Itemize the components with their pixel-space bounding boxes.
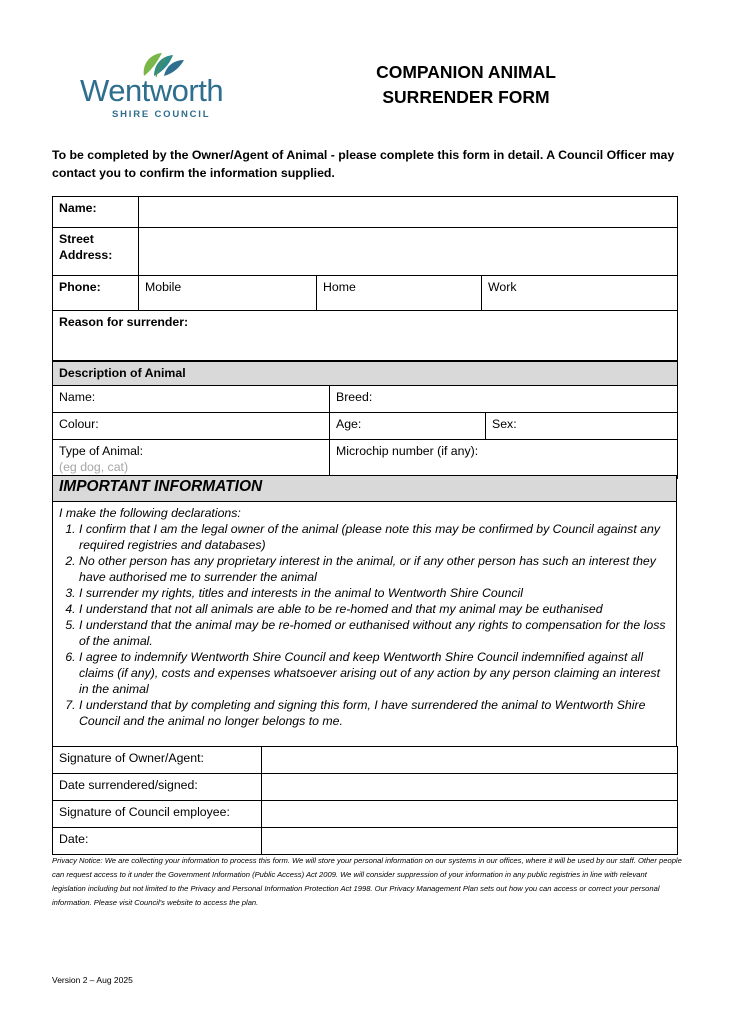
important-info-table bbox=[52, 475, 677, 747]
version-label: Version 2 – Aug 2025 bbox=[52, 975, 133, 985]
animal-type-field[interactable] bbox=[53, 440, 330, 479]
important-heading: IMPORTANT INFORMATION bbox=[53, 476, 677, 502]
date-surrendered-field[interactable] bbox=[262, 774, 678, 801]
declarations-list bbox=[59, 521, 670, 729]
street-address-label bbox=[53, 228, 139, 276]
microchip-field[interactable] bbox=[330, 440, 678, 479]
owner-name-field[interactable] bbox=[139, 197, 678, 228]
signatures-table bbox=[52, 746, 678, 855]
declaration-item: 6. I agree to indemnify Wentworth Shire Council and keep Wentworth Shire Council indemnified against all claims (if any), costs and expenses whatsoever arising out of any action by any person claiming an interest in the animal bbox=[79, 649, 670, 697]
colour-field[interactable] bbox=[53, 413, 330, 440]
council-logo bbox=[80, 50, 245, 122]
breed-field[interactable] bbox=[330, 386, 678, 413]
owner-signature-label: Signature of Owner/Agent: bbox=[53, 747, 262, 774]
breed-label: Breed: bbox=[336, 390, 373, 404]
work-label: Work bbox=[488, 280, 517, 294]
animal-section-title: Description of Animal bbox=[53, 362, 678, 386]
logo-name: Wentworth bbox=[80, 73, 224, 108]
declaration-item: 4. I understand that not all animals are able to be re-homed and that my animal may be euthanised bbox=[79, 601, 670, 617]
reason-field[interactable] bbox=[53, 311, 678, 361]
declaration-item: 7. I understand that by completing and signing this form, I have surrendered the animal to Wentworth Shire Council and the animal no longer belongs to me. bbox=[79, 697, 670, 729]
street-label-line-2: Address: bbox=[59, 248, 113, 262]
title-line-2: SURRENDER FORM bbox=[382, 87, 550, 107]
mobile-label: Mobile bbox=[145, 280, 182, 294]
council-signature-field[interactable] bbox=[262, 801, 678, 828]
street-label-line-1: Street bbox=[59, 232, 94, 246]
animal-type-label: Type of Animal: bbox=[59, 444, 144, 458]
sex-label: Sex: bbox=[492, 417, 517, 431]
owner-signature-field[interactable] bbox=[262, 747, 678, 774]
declaration-item: 3. I surrender my rights, titles and interests in the animal to Wentworth Shire Council bbox=[79, 585, 670, 601]
animal-description-table bbox=[52, 361, 678, 479]
declaration-item: 5. I understand that the animal may be re-homed or euthanised without any rights to compensation for the loss of the animal. bbox=[79, 617, 670, 649]
date-field[interactable] bbox=[262, 828, 678, 855]
owner-name-label: Name: bbox=[53, 197, 139, 228]
owner-details-table bbox=[52, 196, 678, 361]
form-title bbox=[330, 60, 602, 110]
age-label: Age: bbox=[336, 417, 362, 431]
declarations-intro: I make the following declarations: bbox=[59, 506, 241, 520]
age-field[interactable] bbox=[330, 413, 486, 440]
intro-text: To be completed by the Owner/Agent of Animal - please complete this form in detail. A Council Officer may contact you to confirm the information supplied. bbox=[52, 148, 675, 180]
street-address-field[interactable] bbox=[139, 228, 678, 276]
home-field[interactable] bbox=[317, 276, 482, 311]
home-label: Home bbox=[323, 280, 356, 294]
phone-label: Phone: bbox=[53, 276, 139, 311]
mobile-field[interactable] bbox=[139, 276, 317, 311]
animal-type-hint: (eg dog, cat) bbox=[59, 460, 129, 474]
privacy-notice: Privacy Notice: We are collecting your information to process this form. We will store your personal information on our systems in our offices, where it will be used by our staff. Other people can request access to it under the Government Information (Public Access) Act 2009. We will consider suppression of your information in any public registries in line with relevant legislation including but not limited to the Privacy and Personal Information Protection Act 1998. Our Privacy Management Plan sets out how you can access or correct your personal information. Please visit Council’s website to access the plan. bbox=[52, 856, 682, 907]
animal-name-field[interactable] bbox=[53, 386, 330, 413]
logo-subtitle: SHIRE COUNCIL bbox=[112, 109, 211, 120]
animal-name-label: Name: bbox=[59, 390, 96, 404]
work-field[interactable] bbox=[482, 276, 678, 311]
declaration-item: 2. No other person has any proprietary interest in the animal, or if any other person has such an interest they have authorised me to surrender the animal bbox=[79, 553, 670, 585]
council-signature-label: Signature of Council employee: bbox=[53, 801, 262, 828]
title-line-1: COMPANION ANIMAL bbox=[376, 62, 556, 82]
sex-field[interactable] bbox=[486, 413, 678, 440]
microchip-label: Microchip number (if any): bbox=[336, 444, 479, 458]
date-surrendered-label: Date surrendered/signed: bbox=[53, 774, 262, 801]
date-label: Date: bbox=[53, 828, 262, 855]
colour-label: Colour: bbox=[59, 417, 99, 431]
reason-label: Reason for surrender: bbox=[59, 315, 189, 329]
declaration-item: 1. I confirm that I am the legal owner of the animal (please note this may be confirmed by Council against any required registries and databases) bbox=[79, 521, 670, 553]
declarations-block bbox=[53, 502, 677, 747]
